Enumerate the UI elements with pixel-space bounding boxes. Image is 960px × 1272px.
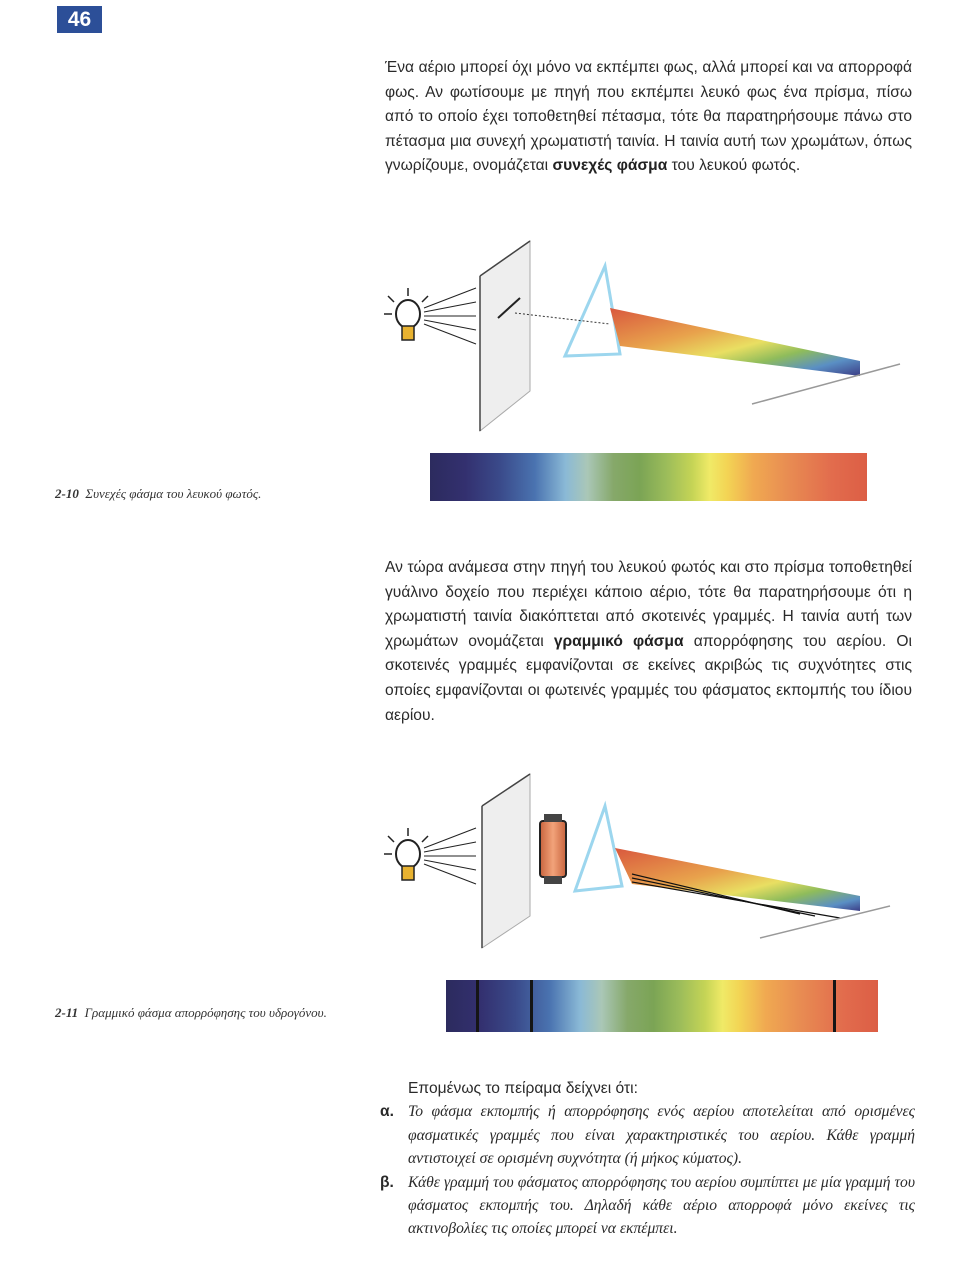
conclusion-item-a: α. Το φάσμα εκπομπής ή απορρόφησης ενός αερίου αποτελείται από ορισμένες φασματικές γραμμές που είναι χαρακτηριστικές του αερίου. Κάθε γραμμή αντιστοιχεί σε ορισμένη συχνότητα (ή μήκος κύματος).	[380, 1103, 915, 1168]
figure-continuous-spectrum-setup	[370, 236, 910, 436]
paragraph-continuous-spectrum: Ένα αέριο μπορεί όχι μόνο να εκπέμπει φως, αλλά μπορεί και να απορροφά φως. Αν φωτίσουμε με πηγή που εκπέμπει λευκό φως ένα πρίσμα, πίσω από το οποίο έχει τοποθετηθεί πέτασμα, τότε θα παρατηρήσουμε πάνω στο πέτασμα μια συνεχή χρωματιστή ταινία. Η ταινία αυτή των χρωμάτων, όπως γνωρίζουμε, ονομάζεται συνεχές φάσμα του λευκού φωτός.	[385, 59, 912, 175]
dispersed-beam	[610, 308, 860, 376]
figure-absorption-spectrum-setup	[370, 766, 910, 956]
light-rays	[424, 288, 476, 344]
continuous-spectrum-band	[430, 453, 867, 501]
slit-screen	[482, 774, 530, 948]
light-rays	[424, 828, 476, 884]
prism	[575, 806, 622, 891]
absorption-line	[833, 980, 836, 1032]
absorption-spectrum-band	[446, 980, 878, 1032]
dispersed-beam	[615, 848, 860, 911]
slit-screen	[480, 241, 530, 431]
conclusion-intro: Επομένως το πείραμα δείχνει ότι:	[408, 1080, 638, 1097]
absorption-line	[476, 980, 479, 1032]
caption-figure-2-11: 2-11 Γραμμικό φάσμα απορρόφησης του υδρογόνου.	[55, 1005, 327, 1020]
gas-container	[540, 814, 566, 884]
paragraph-absorption-spectrum: Αν τώρα ανάμεσα στην πηγή του λευκού φωτός και στο πρίσμα τοποθετηθεί γυάλινο δοχείο που περιέχει κάποιο αέριο, τότε θα παρατηρήσουμε ότι η χρωματιστή ταινία διακόπτεται από σκοτεινές γραμμές. Η ταινία αυτή των χρωμάτων ονομάζεται γραμμικό φάσμα απορρόφησης του αερίου. Οι σκοτεινές γραμμές εμφανίζονται σε εκείνες ακριβώς τις συχνότητες στις οποίες εμφανίζονται οι φωτεινές γραμμές του φάσματος εκπομπής του ίδιου αερίου.	[385, 559, 912, 724]
lightbulb-icon	[384, 288, 428, 340]
page-number: 46	[57, 6, 102, 33]
conclusion-item-b: β. Κάθε γραμμή του φάσματος απορρόφησης του αερίου συμπίπτει με μία γραμμή του φάσματος εκπομπής του. Δηλαδή κάθε αέριο απορροφά μόνο εκείνες τις ακτινοβολίες τις οποίες μπορεί να εκπέμπει.	[380, 1173, 915, 1238]
spectrum-screen	[760, 906, 890, 938]
conclusion-section	[380, 1077, 915, 1241]
term-line-spectrum: γραμμικό φάσμα	[553, 632, 684, 650]
absorption-line	[530, 980, 533, 1032]
term-continuous-spectrum: συνεχές φάσμα	[552, 157, 668, 175]
caption-figure-2-10: 2-10 Συνεχές φάσμα του λευκού φωτός.	[55, 486, 262, 501]
lightbulb-icon	[384, 828, 428, 880]
